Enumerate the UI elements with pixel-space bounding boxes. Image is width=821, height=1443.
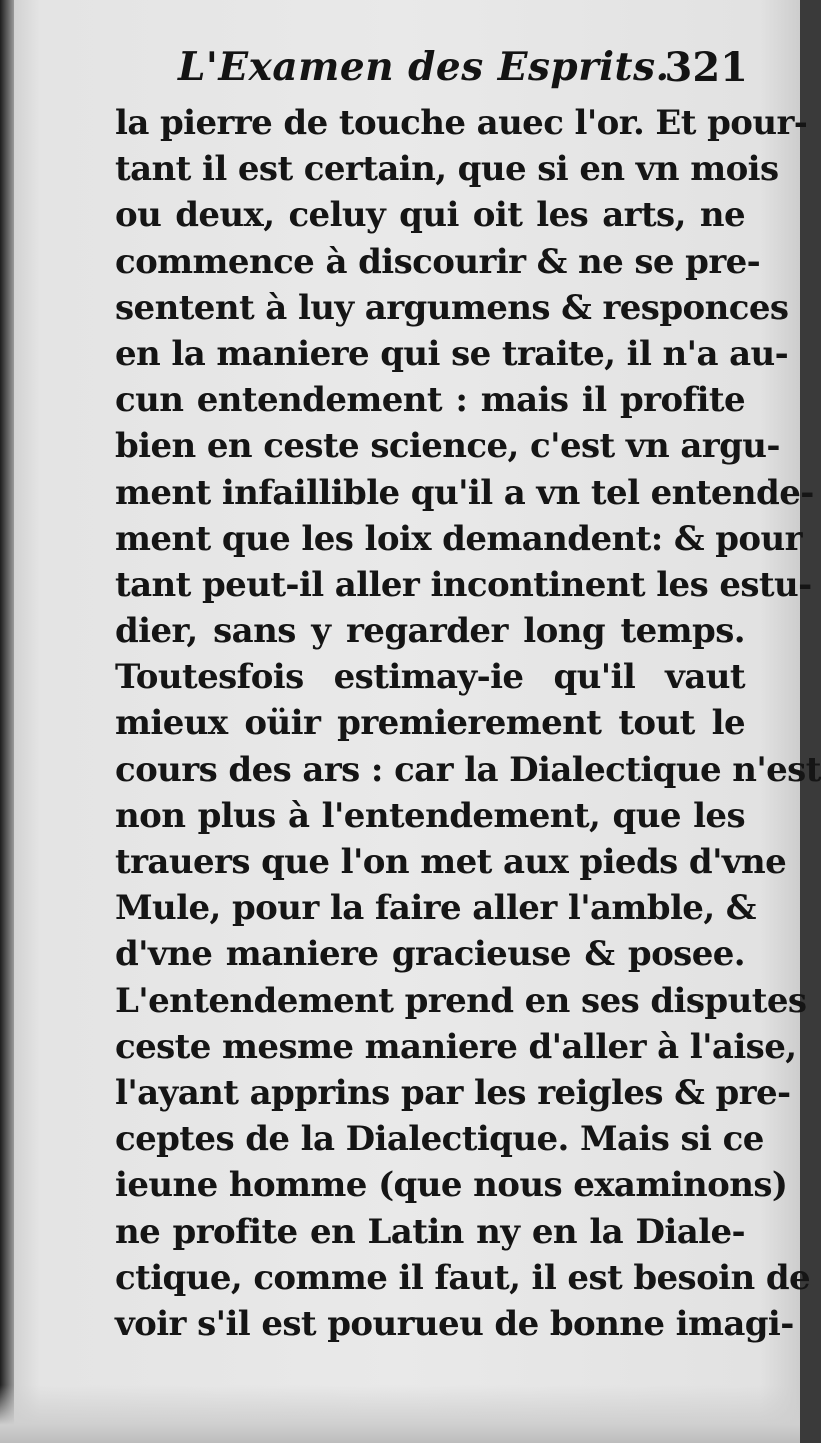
running-head — [178, 44, 748, 100]
text-line: ou deux, celuy qui oit les arts, ne — [115, 195, 745, 236]
text-line: voir s'il est pourueu de bonne imagi- — [115, 1303, 794, 1344]
text-line: ne profite en Latin ny en la Diale- — [115, 1211, 745, 1252]
text-line: L'entendement prend en ses disputes — [115, 980, 807, 1021]
text-line: cun entendement : mais il profite — [115, 380, 745, 421]
text-line: ieune homme (que nous examinons) — [115, 1165, 788, 1206]
text-line: Toutesfois estimay-ie qu'il vaut — [115, 657, 745, 698]
text-line: en la maniere qui se traite, il n'a au- — [115, 333, 789, 374]
text-line: non plus à l'entendement, que les — [115, 795, 745, 836]
text-line: la pierre de touche auec l'or. Et pour- — [115, 103, 808, 143]
text-line: ctique, comme il faut, il est besoin de — [115, 1257, 811, 1298]
text-line: dier, sans y regarder long temps. — [115, 611, 745, 652]
text-line: commence à discourir & ne se pre- — [115, 241, 761, 282]
text-line: cours des ars : car la Dialectique n'est — [115, 749, 821, 790]
text-line: Mule, pour la faire aller l'amble, & — [115, 888, 756, 929]
text-line: d'vne maniere gracieuse & posee. — [115, 934, 745, 975]
body-text — [115, 100, 821, 1347]
text-line: ceptes de la Dialectique. Mais si ce — [115, 1119, 764, 1160]
text-line: tant peut-il aller incontinent les estu- — [115, 564, 812, 605]
text-line: sentent à luy argumens & responces — [115, 287, 789, 328]
text-line: l'ayant apprins par les reigles & pre- — [115, 1072, 791, 1113]
text-line: ment que les loix demandent: & pour — [115, 518, 802, 559]
text-line: ceste mesme maniere d'aller à l'aise, — [115, 1026, 797, 1067]
running-head-title: L'Examen des Esprits. — [178, 44, 670, 90]
text-line: trauers que l'on met aux pieds d'vne — [115, 842, 787, 882]
text-line: tant il est certain, que si en vn mois — [115, 149, 779, 190]
page-number: 321 — [664, 44, 748, 91]
text-line: ment infaillible qu'il a vn tel entende- — [115, 472, 814, 513]
text-line: bien en ceste science, c'est vn argu- — [115, 426, 780, 467]
text-line: mieux oüir premierement tout le — [115, 703, 745, 744]
